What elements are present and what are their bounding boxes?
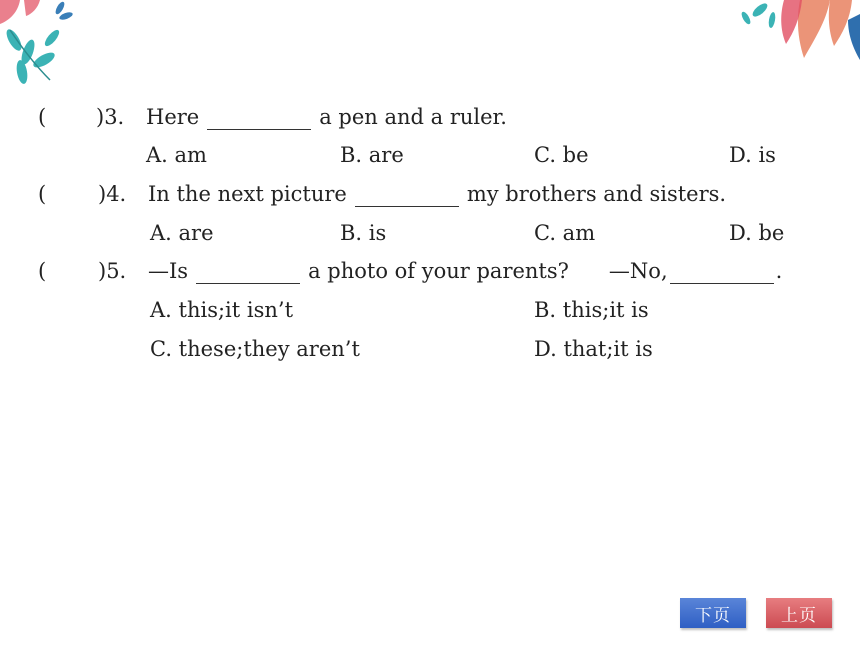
option-c[interactable]: C. these;they aren’t [150, 337, 360, 361]
question-text: —Is a photo of your parents? —No, . [148, 259, 783, 283]
next-page-button[interactable]: 下页 [680, 598, 746, 628]
leaf-decoration-icon [0, 0, 80, 95]
option-b[interactable]: B. are [340, 143, 404, 167]
answer-blank[interactable] [196, 263, 300, 284]
option-d[interactable]: D. is [729, 143, 776, 167]
question-text: In the next picture my brothers and sisters. [148, 182, 727, 206]
answer-blank[interactable] [355, 186, 459, 207]
answer-blank[interactable] [207, 109, 311, 130]
answer-paren: ( [38, 105, 47, 129]
option-b[interactable]: B. this;it is [534, 298, 649, 322]
question-number: )5. [98, 259, 127, 283]
previous-page-button[interactable]: 上页 [766, 598, 832, 628]
option-a[interactable]: A. this;it isn’t [150, 298, 294, 322]
question-number: )3. [96, 105, 125, 129]
option-c[interactable]: C. am [534, 221, 596, 245]
option-d[interactable]: D. be [729, 221, 785, 245]
option-d[interactable]: D. that;it is [534, 337, 653, 361]
question-number: )4. [98, 182, 127, 206]
answer-blank[interactable] [670, 263, 774, 284]
option-a[interactable]: A. am [146, 143, 207, 167]
option-c[interactable]: C. be [534, 143, 589, 167]
answer-paren: ( [38, 259, 47, 283]
question-text: Here a pen and a ruler. [146, 105, 507, 129]
option-a[interactable]: A. are [150, 221, 214, 245]
answer-paren: ( [38, 182, 47, 206]
leaf-decoration-icon [730, 0, 860, 70]
option-b[interactable]: B. is [340, 221, 387, 245]
